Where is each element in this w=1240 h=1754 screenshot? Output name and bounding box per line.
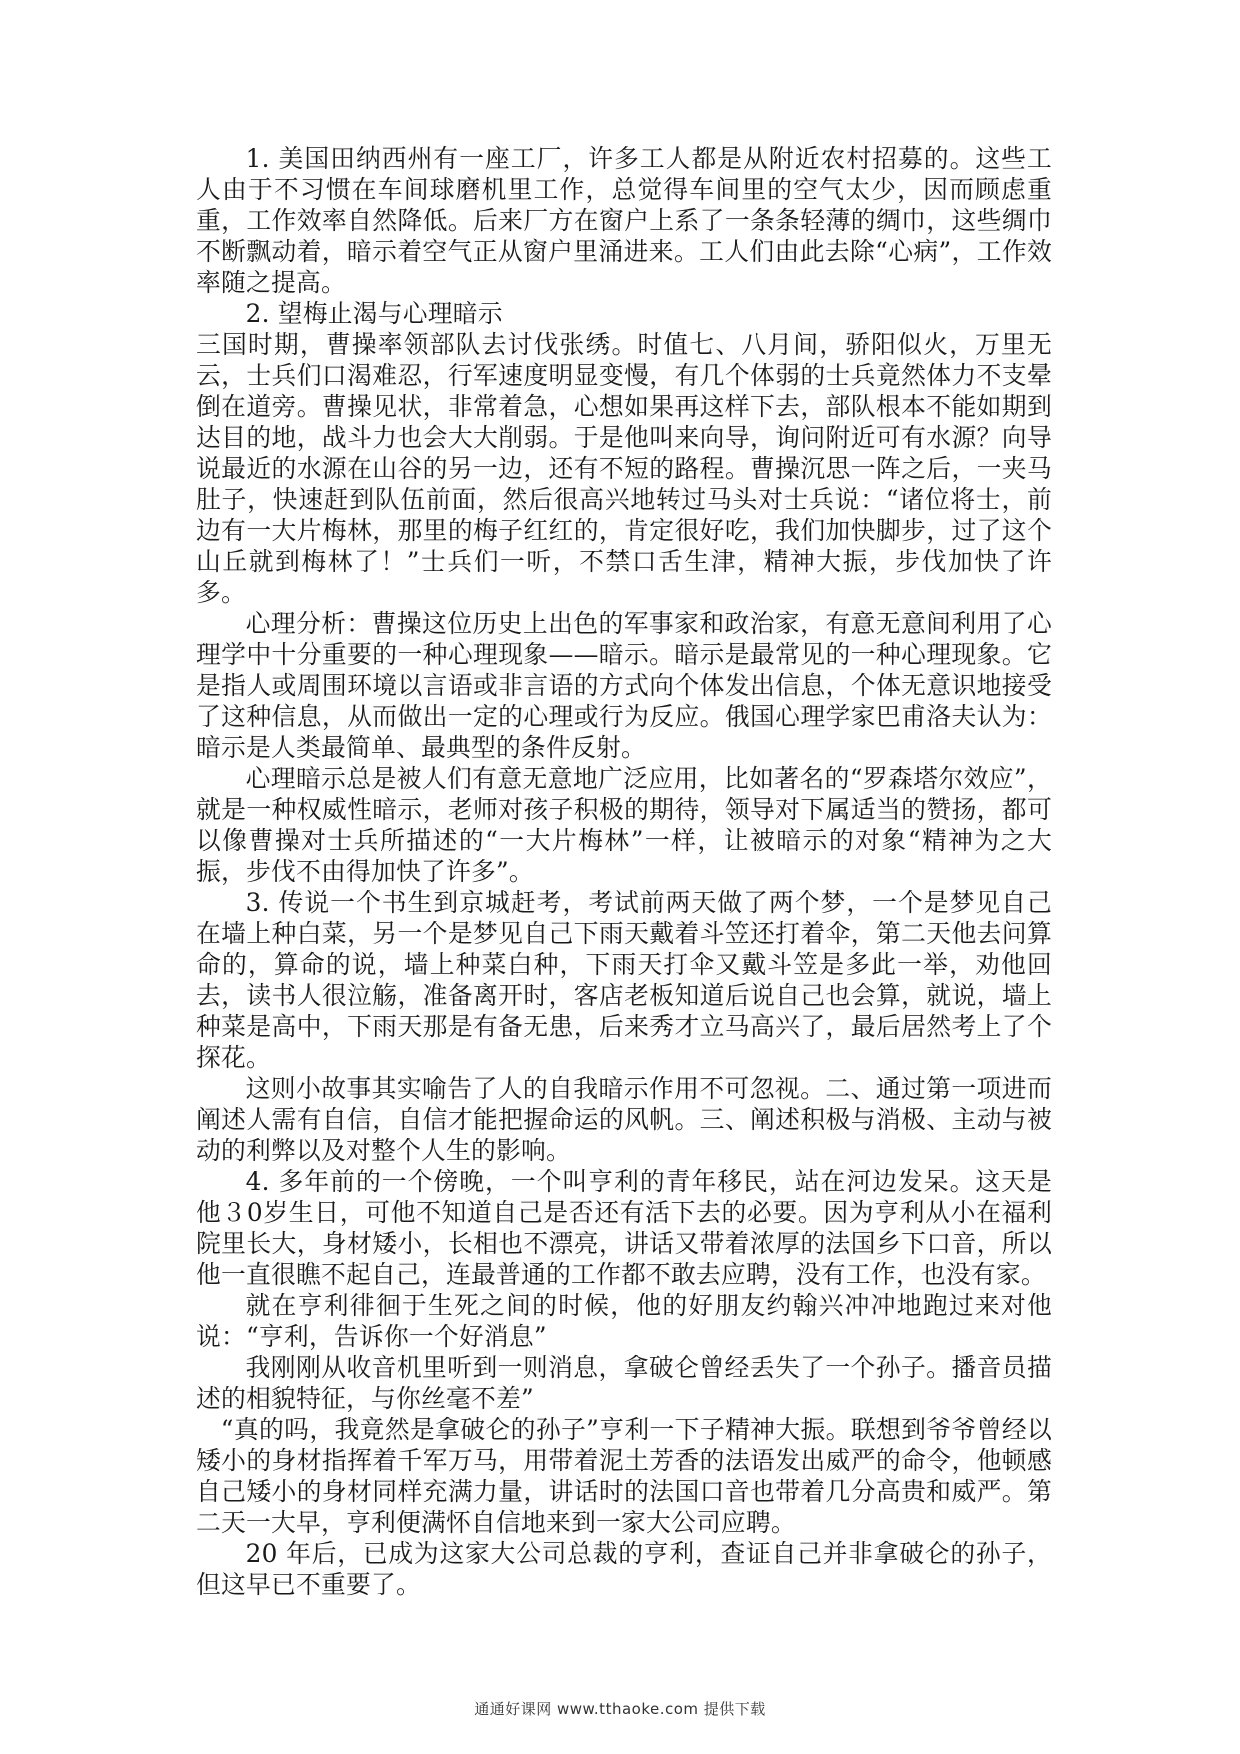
paragraph-psychology-analysis: 心理分析：曹操这位历史上出色的军事家和政治家，有意无意间利用了心理学中十分重要的一种心理现象——暗示。暗示是最常见的一种心理现象。它是指人或周围环境以言语或非言语的方式向个体发出信息，个体无意识地接受了这种信息，从而做出一定的心理或行为反应。俄国心理学家巴甫洛夫认为：暗示是人类最简单、最典型的条件反射。 [196,609,1052,762]
paragraph-henry-intro: 4. 多年前的一个傍晚，一个叫亨利的青年移民，站在河边发呆。这天是他３0岁生日，可他不知道自己是否还有活下去的必要。因为亨利从小在福利院里长大，身材矮小，长相也不漂亮，讲话又带着浓厚的法国乡下口音，所以他一直很瞧不起自己，连最普通的工作都不敢去应聘，没有工作，也没有家。 [196,1167,1052,1289]
document-body [196,143,1052,1600]
paragraph-scholar-dream: 3. 传说一个书生到京城赶考，考试前两天做了两个梦，一个是梦见自己在墙上种白菜，另一个是梦见自己下雨天戴着斗笠还打着伞，第二天他去问算命的，算命的说，墙上种菜白种，下雨天打伞又戴斗笠是多此一举，劝他回去，读书人很泣觞，准备离开时，客店老板知道后说自己也会算，就说，墙上种菜是高中，下雨天那是有备无患，后来秀才立马高兴了，最后居然考上了个探花。 [196,888,1052,1072]
paragraph-heading-plum: 2. 望梅止渴与心理暗示 [245,299,503,328]
paragraph-rosenthal-effect: 心理暗示总是被人们有意无意地广泛应用，比如著名的“罗森塔尔效应”，就是一种权威性暗示，老师对孩子积极的期待，领导对下属适当的赞扬，都可以像曹操对士兵所描述的“一大片梅林”一样，让被暗示的对象“精神为之大振，步伐不由得加快了许多”。 [196,764,1052,886]
paragraph-story-moral: 这则小故事其实喻告了人的自我暗示作用不可忽视。二、通过第一项进而阐述人需有自信，自信才能把握命运的风帆。三、阐述积极与消极、主动与被动的利弊以及对整个人生的影响。 [196,1074,1052,1165]
paragraph-three-kingdoms: 三国时期，曹操率领部队去讨伐张绣。时值七、八月间，骄阳似火，万里无云，士兵们口渴难忍，行军速度明显变慢，有几个体弱的士兵竟然体力不支晕倒在道旁。曹操见状，非常着急，心想如果再这样下去，部队根本不能如期到达目的地，战斗力也会大大削弱。于是他叫来向导，询问附近可有水源？向导说最近的水源在山谷的另一边，还有不短的路程。曹操沉思一阵之后，一夹马肚子，快速赶到队伍前面，然后很高兴地转过马头对士兵说：“诸位将士，前边有一大片梅林，那里的梅子红红的，肯定很好吃，我们加快脚步，过了这个山丘就到梅林了！”士兵们一听，不禁口舌生津，精神大振，步伐加快了许多。 [196,330,1052,607]
paragraph-john-news: 就在亨利徘徊于生死之间的时候，他的好朋友约翰兴冲冲地跑过来对他说：“亨利，告诉你一个好消息” [196,1291,1052,1351]
paragraph-napoleon-grandson: “真的吗，我竟然是拿破仑的孙子”亨利一下子精神大振。联想到爷爷曾经以矮小的身材指挥着千军万马，用带着泥土芳香的法语发出威严的命令，他顿感自己矮小的身材同样充满力量，讲话时的法国口音也带着几分高贵和威严。第二天一大早，亨利便满怀自信地来到一家大公司应聘。 [196,1415,1052,1537]
page-footer: 通通好课网 www.tthaoke.com 提供下载 [474,1700,766,1718]
paragraph-factory-silk: 1. 美国田纳西州有一座工厂，许多工人都是从附近农村招募的。这些工人由于不习惯在车间球磨机里工作，总觉得车间里的空气太少，因而顾虑重重，工作效率自然降低。后来厂方在窗户上系了一条条轻薄的绸巾，这些绸巾不断飘动着，暗示着空气正从窗户里涌进来。工人们由此去除“心病”，工作效率随之提高。 [196,144,1052,297]
paragraph-radio-message: 我刚刚从收音机里听到一则消息，拿破仑曾经丢失了一个孙子。播音员描述的相貌特征，与你丝毫不差” [196,1353,1052,1413]
paragraph-twenty-years-later: 20 年后，已成为这家大公司总裁的亨利，查证自己并非拿破仑的孙子，但这早已不重要了。 [196,1539,1052,1599]
